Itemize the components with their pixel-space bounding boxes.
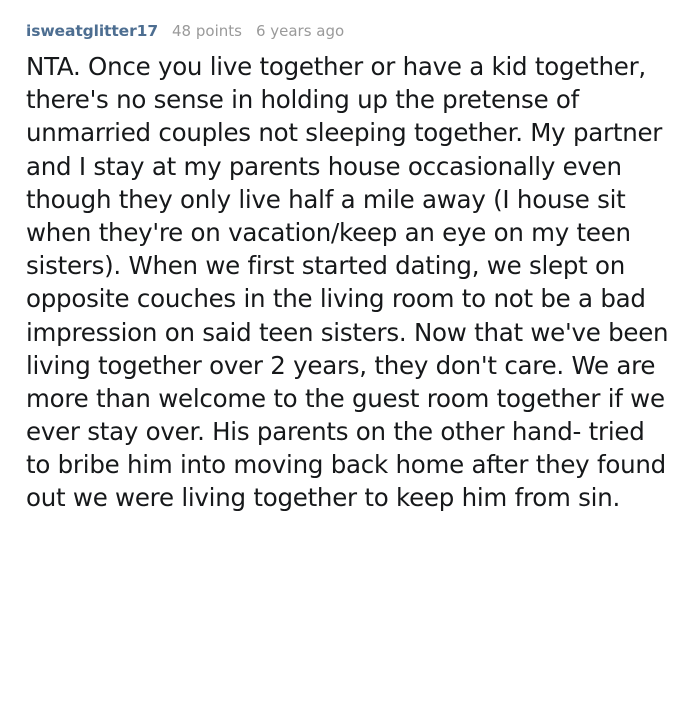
- comment-timestamp: 6 years ago: [255, 22, 345, 40]
- comment-body-text: NTA. Once you live together or have a kid together, there's no sense in holding up the pretense of unmarried couples not sleeping together. My partner and I stay at my parents house occasionally even though they only live half a mile away (I house sit when they're on vacation/keep an eye on my teen sisters). When we first started dating, we slept on opposite couches in the living room to not be a bad impression on said teen sisters. Now that we've been living together over 2 years, they don't care. We are more than welcome to the guest room together if we ever stay over. His parents on the other hand- tried to bribe him into moving back home after they found out we were living together to keep him from sin.: [26, 52, 669, 513]
- comment-points: 48 points: [172, 22, 242, 40]
- comment-meta: [26, 22, 674, 40]
- comment-author[interactable]: isweatglitter17: [26, 22, 159, 40]
